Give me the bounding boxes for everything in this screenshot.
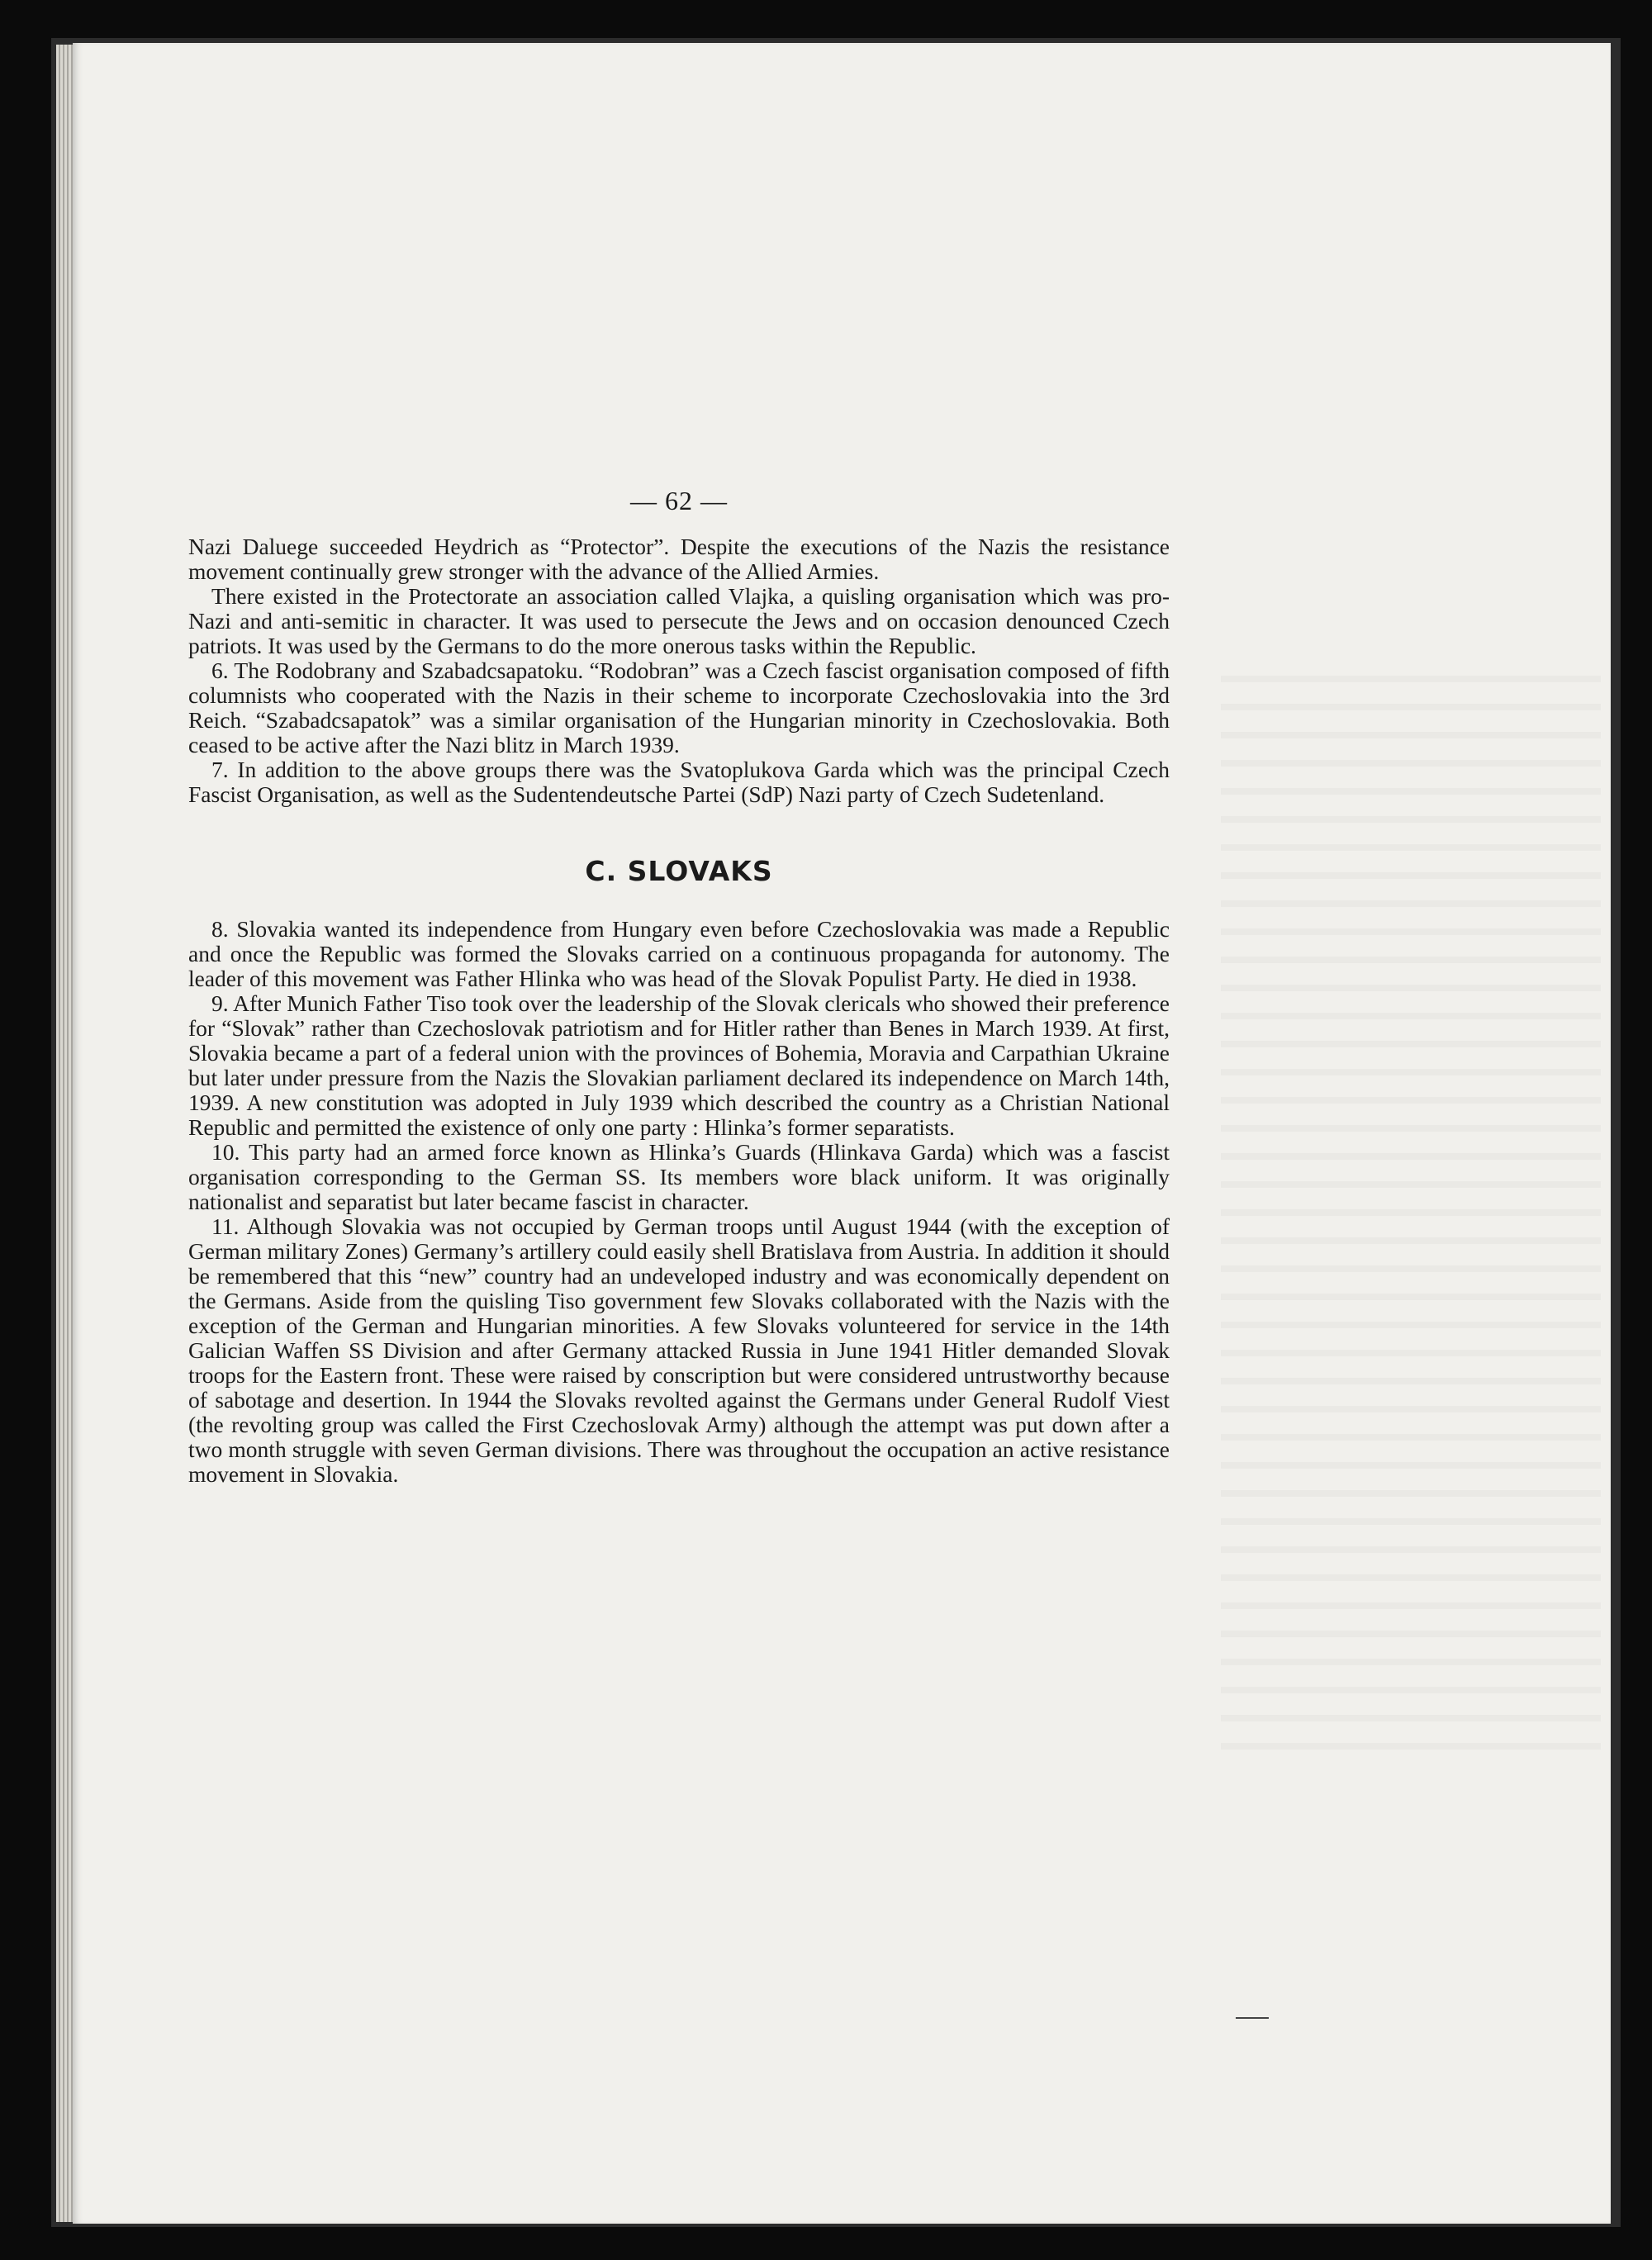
paragraph-8: 8. Slovakia wanted its independence from Hungary even before Czechoslovakia was made a Republic and once the Republic was formed the Slovaks carried on a continuous propaganda for autonomy. The leader of this movement was Father Hlinka who was head of the Slovak Populist Party. He died in 1938.: [188, 916, 1170, 991]
paragraph-7: 7. In addition to the above groups there was the Svatoplukova Garda which was the principal Czech Fascist Organisation, as well as the Sudentendeutsche Partei (SdP) Nazi party of Czech Sudetenland.: [188, 757, 1170, 807]
paragraph-10: 10. This party had an armed force known as Hlinka’s Guards (Hlinkava Garda) which was a fascist organisation corresponding to the German SS. Its members wore black uniform. It was originally nationalist and separatist but later became fascist in character.: [188, 1139, 1170, 1214]
paragraph-9: 9. After Munich Father Tiso took over the leadership of the Slovak clericals who showed their preference for “Slovak” rather than Czechoslovak patriotism and for Hitler rather than Benes in March 1939. At first, Slovakia became a part of a federal union with the provinces of Bohemia, Moravia and Carpathian Ukraine but later under pressure from the Nazis the Slovakian parliament declared its independence on March 14th, 1939. A new constitution was adopted in July 1939 which described the country as a Christian National Republic and permitted the existence of only one party : Hlinka’s former separatists.: [188, 990, 1170, 1140]
paragraph-11: 11. Although Slovakia was not occupied by German troops until August 1944 (with the exception of German military Zones) Germany’s artillery could easily shell Bratislava from Austria. In addition it should be remembered that this “new” country had an undeveloped industry and was economically dependent on the Germans. Aside from the quisling Tiso government few Slovaks collaborated with the Nazis with the exception of the German and Hungarian minorities. A few Slovaks volunteered for service in the 14th Galician Waffen SS Division and after Germany attacked Russia in June 1941 Hitler demanded Slovak troops for the Eastern front. These were raised by conscription but were considered untrustworthy because of sabotage and desertion. In 1944 the Slovaks revolted against the Germans under General Rudolf Viest (the revolting group was called the First Czechoslovak Army) although the attempt was put down after a two month struggle with seven German divisions. There was throughout the occupation an active resistance movement in Slovakia.: [188, 1213, 1170, 1487]
scan-mark: [1236, 2017, 1269, 2019]
page-number: — 62 —: [630, 486, 728, 515]
page-edges: [56, 45, 74, 2222]
paragraph: Nazi Daluege succeeded Heydrich as “Protector”. Despite the executions of the Nazis the resistance movement continually grew stronger with the advance of the Allied Armies.: [188, 534, 1170, 584]
page-content: [188, 486, 1170, 1487]
paragraph: There existed in the Protectorate an association called Vlajka, a quisling organisation which was pro-Nazi and anti-semitic in character. It was used to persecute the Jews and on occasion denounced Czech patriots. It was used by the Germans to do the more onerous tasks within the Republic.: [188, 583, 1170, 658]
paragraph-6: 6. The Rodobrany and Szabadcsapatoku. “Rodobran” was a Czech fascist organisation composed of fifth columnists who cooperated with the Nazis in their scheme to incorporate Czechoslovakia into the 3rd Reich. “Szabadcsapatok” was a similar organisation of the Hungarian minority in Czechoslovakia. Both ceased to be active after the Nazi blitz in March 1939.: [188, 658, 1170, 757]
show-through-text: [1221, 654, 1601, 1753]
section-heading: C. SLOVAKS: [585, 855, 773, 887]
